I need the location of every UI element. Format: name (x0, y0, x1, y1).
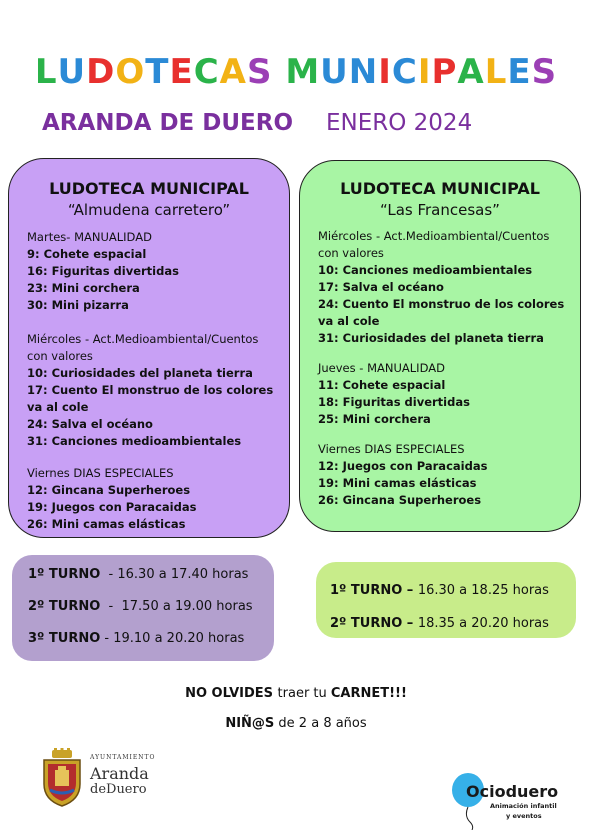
title-letter: C (391, 52, 418, 92)
title-letter: I (378, 52, 392, 92)
notice-bold: CARNET!!! (330, 686, 407, 701)
title-letter: I (417, 52, 432, 92)
section-head: Miércoles - Act.Medioambiental/Cuentos con valores (318, 229, 550, 260)
list-item: 10: Canciones medioambientales (318, 263, 533, 277)
ayuntamiento-logo (38, 748, 158, 808)
schedule-section-friday (318, 441, 570, 509)
schedule-section-tuesday (27, 229, 279, 314)
list-item: 19: Mini camas elásticas (318, 476, 477, 490)
card-title: LUDOTECA MUNICIPAL (340, 179, 540, 198)
title-letter: A (457, 52, 485, 92)
list-item: 19: Juegos con Paracaidas (27, 500, 197, 514)
card-name: “Las Francesas” (380, 201, 500, 219)
notice-normal: traer tu (277, 686, 331, 701)
section-head: Viernes DIAS ESPECIALES (27, 466, 174, 480)
title-letter: T (145, 52, 170, 92)
turno-time: - 16.30 a 17.40 horas (100, 567, 249, 582)
list-item: 24: Cuento El monstruo de los colores va al cole (318, 297, 565, 328)
ocio-name: Ocioduero (466, 782, 559, 801)
ocioduero-logo (450, 772, 580, 832)
list-item: 31: Curiosidades del planeta tierra (318, 331, 544, 345)
turno-label: 2º TURNO – (330, 616, 418, 631)
list-item: 9: Cohete espacial (27, 247, 147, 261)
ayto-name-2: deDuero (90, 782, 147, 797)
notice-bold: NO OLVIDES (185, 686, 278, 701)
title-letter: A (219, 52, 247, 92)
turno-row (330, 616, 549, 631)
schedule-section-thursday (318, 360, 570, 428)
list-item: 23: Mini corchera (27, 281, 140, 295)
city-subtitle: ARANDA DE DUERO (42, 110, 294, 136)
list-item: 17: Salva el océano (318, 280, 444, 294)
turno-time: 16.30 a 18.25 horas (417, 583, 549, 598)
list-item: 25: Mini corchera (318, 412, 431, 426)
list-item: 11: Cohete espacial (318, 378, 446, 392)
turno-time: 18.35 a 20.20 horas (417, 616, 549, 631)
title-letter: S (531, 52, 558, 92)
section-head: Martes- MANUALIDAD (27, 230, 152, 244)
ayto-name-1: Aranda (90, 764, 149, 783)
ludoteca-card-francesas (299, 160, 581, 532)
list-item: 30: Mini pizarra (27, 298, 129, 312)
notice-normal: de 2 a 8 años (274, 716, 367, 731)
section-head: Jueves - MANUALIDAD (318, 361, 445, 375)
section-head: Viernes DIAS ESPECIALES (318, 442, 465, 456)
card-title: LUDOTECA MUNICIPAL (49, 179, 249, 198)
title-letter: N (348, 52, 379, 92)
list-item: 17: Cuento El monstruo de los colores va al cole (27, 383, 274, 414)
title-letter: E (507, 52, 532, 92)
list-item: 18: Figuritas divertidas (318, 395, 470, 409)
schedule-section-wednesday (318, 228, 570, 347)
title-letter: D (86, 52, 116, 92)
balloon-icon (450, 772, 490, 830)
turnos-box-right (316, 562, 576, 638)
turnos-box-left (12, 555, 274, 661)
month-subtitle: ENERO 2024 (326, 110, 473, 136)
list-item: 10: Curiosidades del planeta tierra (27, 366, 253, 380)
title-letter: S (246, 52, 273, 92)
list-item: 12: Juegos con Paracaidas (318, 459, 488, 473)
page-title (0, 52, 592, 92)
list-item: 26: Mini camas elásticas (27, 517, 186, 531)
schedule-section-wednesday (27, 331, 279, 450)
title-letter: U (57, 52, 87, 92)
list-item: 26: Gincana Superheroes (318, 493, 482, 507)
title-letter (272, 52, 285, 92)
age-notice (0, 716, 592, 731)
ocio-tagline-2: y eventos (506, 812, 542, 820)
turno-time: - 17.50 a 19.00 horas (100, 599, 253, 614)
turno-label: 3º TURNO (28, 631, 101, 646)
turno-row (28, 631, 244, 646)
section-head: Miércoles - Act.Medioambiental/Cuentos con valores (27, 332, 259, 363)
ayto-small-label: AYUNTAMIENTO (90, 754, 156, 761)
turno-label: 1º TURNO (28, 567, 101, 582)
title-letter: M (285, 52, 321, 92)
title-letter: P (431, 52, 458, 92)
carnet-notice (0, 686, 592, 701)
ludoteca-card-almudena (8, 158, 290, 538)
title-letter: L (484, 52, 508, 92)
coat-of-arms-icon (38, 748, 86, 808)
list-item: 24: Salva el océano (27, 417, 153, 431)
notice-bold: NIÑ@S (225, 716, 275, 731)
title-letter: E (169, 52, 194, 92)
turno-label: 1º TURNO – (330, 583, 418, 598)
list-item: 31: Canciones medioambientales (27, 434, 242, 448)
title-letter: C (193, 52, 220, 92)
list-item: 12: Gincana Superheroes (27, 483, 191, 497)
turno-row (28, 599, 253, 614)
title-letter: O (115, 52, 146, 92)
turno-row (330, 583, 549, 598)
ocio-tagline-1: Animación infantil (490, 802, 557, 810)
list-item: 16: Figuritas divertidas (27, 264, 179, 278)
turno-label: 2º TURNO (28, 599, 101, 614)
turno-row (28, 567, 248, 582)
schedule-section-friday (27, 465, 279, 533)
title-letter: L (34, 52, 58, 92)
card-name: “Almudena carretero” (67, 201, 231, 219)
title-letter: U (320, 52, 349, 92)
turno-time: - 19.10 a 20.20 horas (100, 631, 245, 646)
